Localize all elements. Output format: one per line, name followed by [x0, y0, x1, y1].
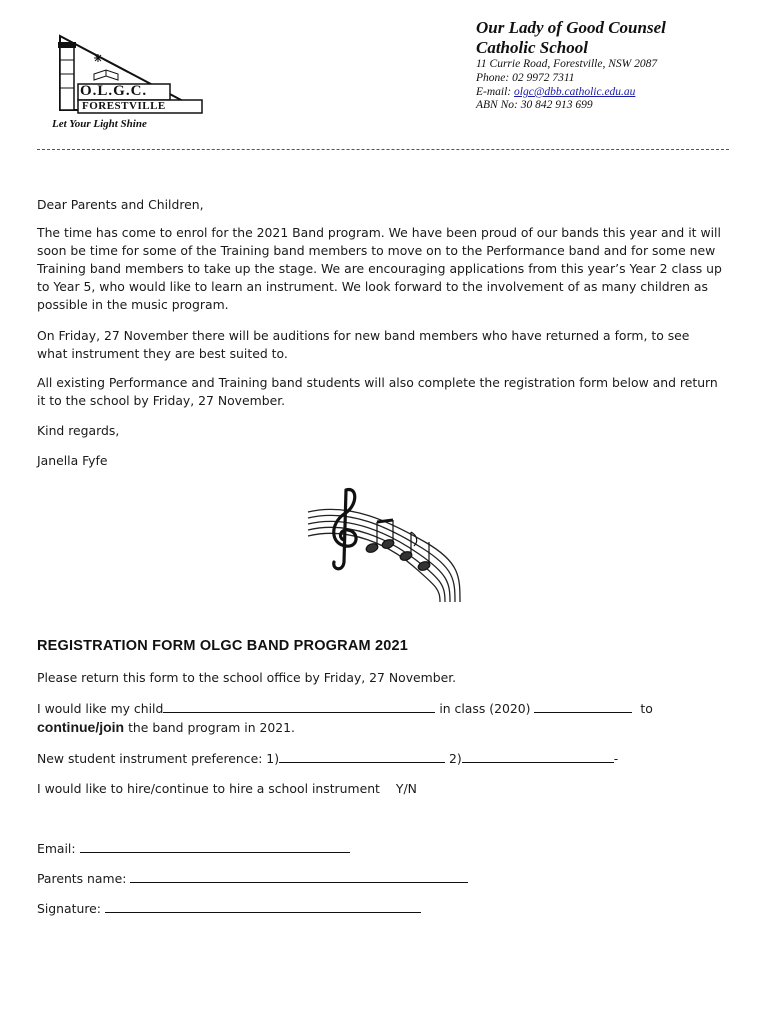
instrument-2-label: 2) [448, 751, 462, 766]
hire-label: I would like to hire/continue to hire a school instrument [37, 781, 380, 796]
signature-label: Signature: [37, 901, 101, 916]
form-instruction: Please return this form to the school office by Friday, 27 November. [37, 670, 457, 685]
school-name-line1: Our Lady of Good Counsel [476, 18, 666, 37]
logo-initials: O.L.G.C. [80, 83, 148, 99]
greeting: Dear Parents and Children, [37, 197, 204, 212]
paragraph-line: All existing Performance and Training band students will also complete the registration form below and return [37, 375, 718, 390]
form-heading: REGISTRATION FORM OLGC BAND PROGRAM 2021 [37, 638, 409, 654]
signature-line [37, 900, 421, 918]
email-line [37, 840, 350, 858]
music-staff-icon [300, 482, 470, 607]
school-abn: ABN No: 30 842 913 699 [476, 99, 593, 111]
signatory: Janella Fyfe [37, 453, 108, 468]
parents-line [37, 870, 468, 888]
school-name-line2: Catholic School [476, 38, 588, 57]
school-phone: Phone: 02 9972 7311 [476, 72, 575, 84]
paragraph-line: it to the school by Friday, 27 November. [37, 393, 286, 408]
instrument-end: - [613, 751, 619, 766]
email-field[interactable] [80, 840, 350, 853]
paragraph-line: to Year 5, who would like to learn an instrument. We look forward to the involvement of as many children as [37, 279, 708, 294]
paragraph-line: soon be time for some of the Training band members to move on to the Performance band and for some new [37, 243, 716, 258]
paragraph-1 [37, 224, 737, 314]
logo-motto: Let Your Light Shine [52, 118, 147, 130]
program-line [37, 718, 295, 737]
school-email-line [476, 86, 635, 99]
hire-options[interactable]: Y/N [395, 781, 417, 796]
parents-name-field[interactable] [130, 870, 468, 883]
email-label: Email: [37, 841, 76, 856]
paragraph-line: The time has come to enrol for the 2021 Band program. We have been proud of our bands this year and it will [37, 225, 721, 240]
program-suffix: the band program in 2021. [128, 720, 295, 735]
paragraph-line: On Friday, 27 November there will be auditions for new band members who have returned a form, to see [37, 328, 690, 343]
music-notes-illustration [300, 482, 470, 607]
school-email-link[interactable]: olgc@dbb.catholic.edu.au [514, 86, 636, 98]
school-address: 11 Currie Road, Forestville, NSW 2087 [476, 58, 658, 70]
logo-place: FORESTVILLE [82, 100, 166, 112]
hire-line [37, 780, 417, 798]
paragraph-2 [37, 327, 737, 363]
school-logo [38, 30, 208, 132]
child-prefix: I would like my child [37, 701, 164, 716]
header-divider [37, 149, 729, 150]
school-email-label: E-mail: [476, 86, 512, 98]
lighthouse-logo-icon [38, 30, 208, 132]
closing: Kind regards, [37, 423, 120, 438]
child-line [37, 700, 653, 718]
paragraph-line: possible in the music program. [37, 297, 229, 312]
class-label: in class (2020) [439, 701, 531, 716]
to-label: to [640, 701, 653, 716]
paragraph-line: Training band members to take up the stage. We are encouraging applications from this year’s Year 2 class up [37, 261, 722, 276]
child-name-field[interactable] [163, 700, 435, 713]
paragraph-3 [37, 374, 737, 410]
paragraph-line: what instrument they are best suited to. [37, 346, 288, 361]
instrument-choice-1-field[interactable] [279, 750, 445, 763]
signature-field[interactable] [105, 900, 421, 913]
continue-join-label: continue/join [37, 719, 125, 735]
instrument-choice-2-field[interactable] [462, 750, 614, 763]
class-field[interactable] [534, 700, 632, 713]
instrument-label: New student instrument preference: 1) [37, 751, 280, 766]
instrument-line [37, 750, 618, 768]
parents-label: Parents name: [37, 871, 127, 886]
